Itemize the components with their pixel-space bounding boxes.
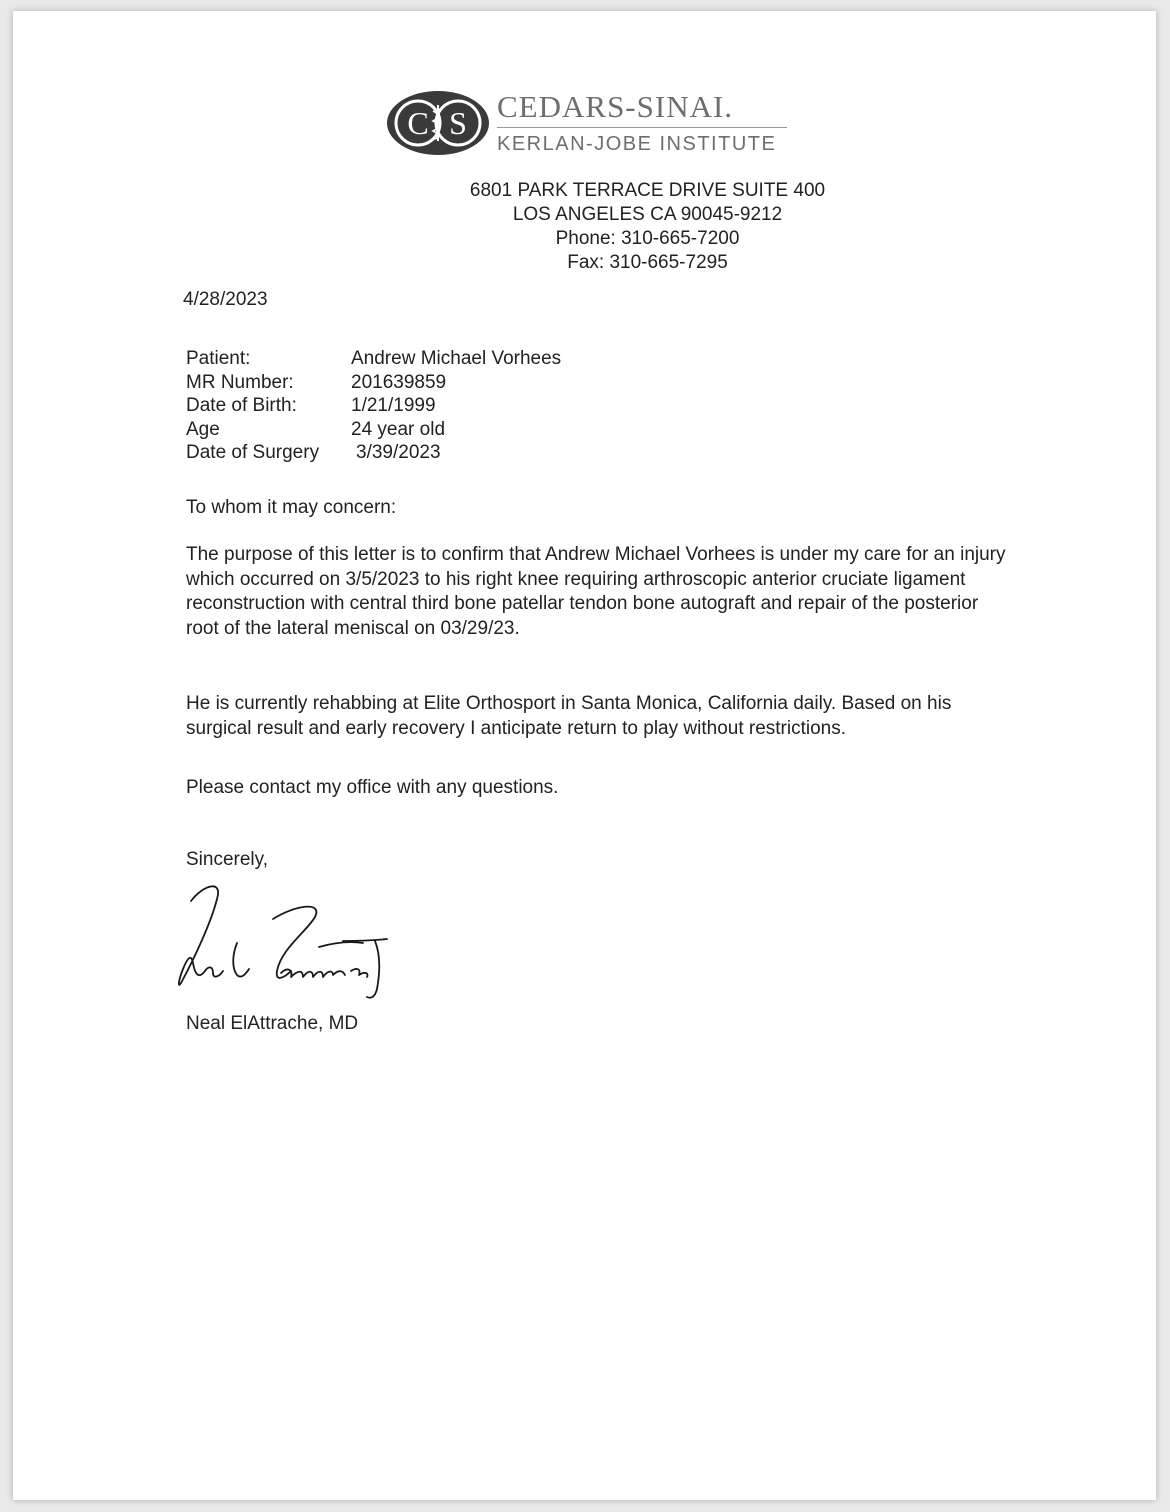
age-value: 24 year old [351, 418, 446, 440]
address-line-1: 6801 PARK TERRACE DRIVE SUITE 400 [469, 180, 826, 201]
surgery-date-value: 3/39/2023 [356, 442, 441, 463]
org-subtitle: KERLAN-JOBE INSTITUTE [497, 133, 777, 155]
patient-value: Andrew Michael Vorhees [351, 348, 562, 369]
surgery-date-label: Date of Surgery [186, 442, 320, 463]
cedars-sinai-emblem-icon [385, 89, 491, 157]
letterhead-address [13, 179, 1156, 275]
svg-text:S: S [449, 105, 467, 141]
patient-label: Patient: [186, 348, 251, 369]
letter-date: 4/28/2023 [183, 289, 268, 310]
letter-paragraph-1: The purpose of this letter is to confirm that Andrew Michael Vorhees is under my care for an injury which occurred on 3/5/2023 to his right knee requiring arthroscopic anterior cruciate ligament reconstruction with central third bone patellar tendon bone autograft and repair of the posterior root of the lateral meniscal on 03/29/23. [186, 544, 1006, 639]
handwritten-signature [153, 871, 443, 1011]
age-label: Age [186, 418, 220, 440]
dob-value: 1/21/1999 [351, 395, 436, 416]
address-line-2: LOS ANGELES CA 90045-9212 [512, 204, 783, 225]
fax-number: Fax: 310-665-7295 [567, 252, 728, 273]
svg-text:C: C [407, 105, 429, 141]
salutation: To whom it may concern: [186, 497, 397, 518]
dob-label: Date of Birth: [186, 395, 297, 416]
phone-number: Phone: 310-665-7200 [555, 228, 740, 249]
mr-number-value: 201639859 [351, 371, 447, 393]
signer-name: Neal ElAttrache, MD [186, 1013, 359, 1034]
closing: Sincerely, [186, 849, 269, 870]
org-name: CEDARS-SINAI. [497, 89, 734, 124]
cedars-sinai-logo [385, 81, 805, 171]
logo-divider [497, 127, 787, 128]
letter-page [13, 11, 1156, 1500]
mr-number-label: MR Number: [186, 371, 294, 393]
letter-paragraph-2: He is currently rehabbing at Elite Orthosport in Santa Monica, California daily. Based on his surgical result and early recovery I anticipate return to play without restrictions. [186, 693, 952, 739]
letter-paragraph-3: Please contact my office with any questions. [186, 777, 559, 798]
